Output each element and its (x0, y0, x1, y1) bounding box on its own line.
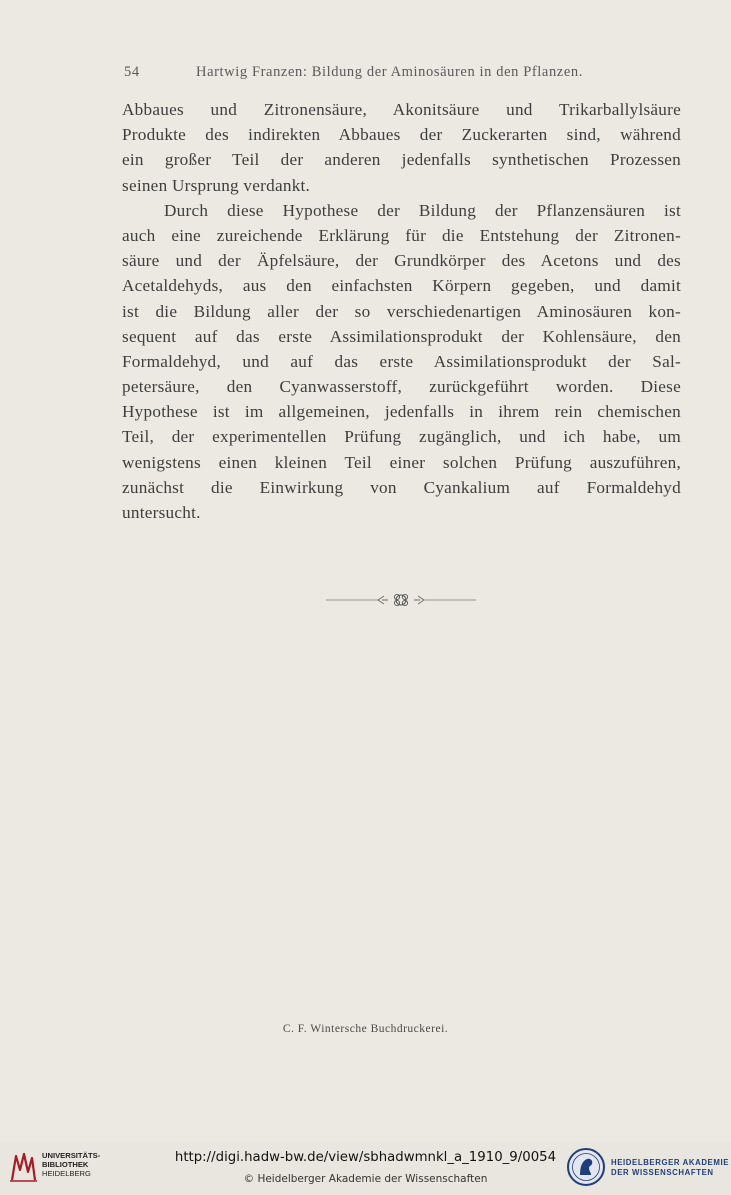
running-title: Hartwig Franzen: Bildung der Aminosäuren in den Pflanzen. (196, 64, 583, 80)
text-line: ein großer Teil der anderen jedenfalls synthetischen Prozessen (122, 150, 681, 170)
viewer-footer (0, 1142, 731, 1195)
text-line: Teil, der experimentellen Prüfung zugänglich, und ich habe, um (122, 427, 681, 447)
copyright-notice: © Heidelberger Akademie der Wissenschaften (243, 1173, 488, 1185)
text-line: Hypothese ist im allgemeinen, jedenfalls in ihrem rein chemischen (122, 402, 681, 422)
text-line: Produkte des indirekten Abbaues der Zuckerarten sind, während (122, 125, 681, 145)
page-number: 54 (124, 64, 140, 80)
text-line: ist die Bildung aller der so verschiedenartigen Aminosäuren kon- (122, 301, 681, 321)
university-library-name: UNIVERSITÄTS- BIBLIOTHEK HEIDELBERG (42, 1151, 101, 1178)
academy-seal-icon[interactable] (566, 1147, 606, 1187)
text-line: auch eine zureichende Erklärung für die Entstehung der Zitronen- (122, 225, 681, 245)
text-line: sequent auf das erste Assimilationsprodukt der Kohlensäure, den (122, 326, 681, 346)
text-line: Acetaldehyds, aus den einfachsten Körpern gegeben, und damit (122, 276, 681, 296)
academy-name: HEIDELBERGER AKADEMIE DER WISSENSCHAFTEN (611, 1158, 730, 1177)
fleuron-ornament-icon (326, 590, 476, 610)
permalink-url[interactable]: http://digi.hadw-bw.de/view/sbhadwmnkl_a_1910_9/0054 (174, 1150, 557, 1165)
printer-imprint: C. F. Wintersche Buchdruckerei. (282, 1023, 449, 1035)
body-text (122, 97, 681, 525)
text-line: Formaldehyd, und auf das erste Assimilationsprodukt der Sal- (122, 351, 681, 371)
text-line: Abbaues und Zitronensäure, Akonitsäure und Trikarballylsäure (122, 100, 681, 119)
text-line: wenigstens einen kleinen Teil einer solchen Prüfung auszuführen, (122, 452, 681, 472)
text-line: Durch diese Hypothese der Bildung der Pflanzensäuren ist (164, 200, 681, 220)
text-line: zunächst die Einwirkung von Cyankalium auf Formaldehyd (122, 477, 681, 497)
text-line: säure und der Äpfelsäure, der Grundkörper des Acetons und des (122, 251, 681, 271)
text-line: untersucht. (122, 503, 201, 522)
text-line: seinen Ursprung verdankt. (122, 175, 311, 195)
text-line: petersäure, den Cyanwasserstoff, zurückgeführt worden. Diese (122, 377, 681, 397)
